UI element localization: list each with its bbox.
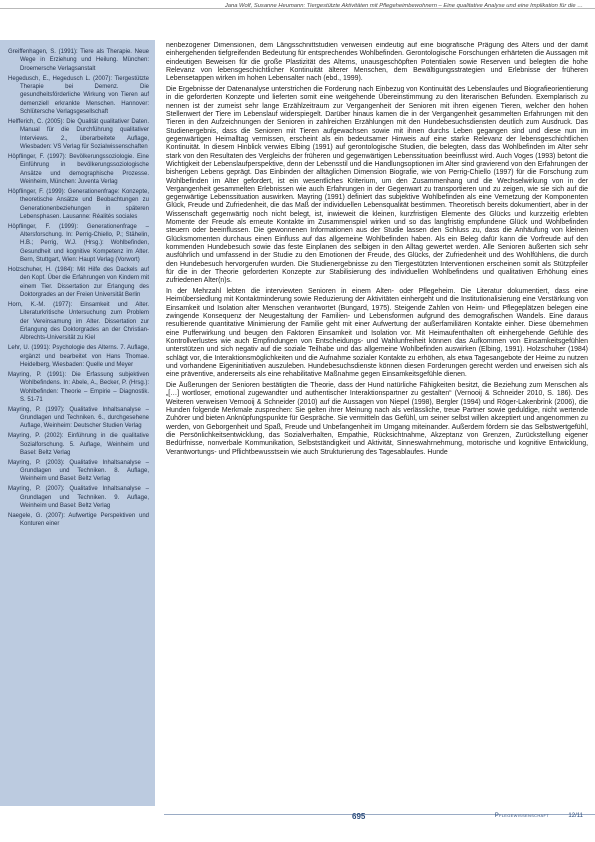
page-footer bbox=[0, 806, 595, 842]
issue-number: 12/11 bbox=[568, 813, 583, 819]
reference-item: Hegedusch, E., Hegedusch L. (2007): Tiergestützte Therapie bei Demenz. Die gesundheitsförderliche Wirkung von Tieren auf demenziell erkrankte Menschen. Hannover: Schlütersche Verlagsgesellschaft bbox=[8, 75, 149, 116]
reference-item: Höpflinger, F. (1999): Generationenfrage – Altersforschung. In: Perrig-Chiello, P.; Stähelin, H.B.; Perrig, W.J. (Hrsg.): Wohlbefinden, Gesundheit und kognitive Kompetenz im Alter. Bern, Stuttgart, Wien: Haupt Verlag (Vorwort) bbox=[8, 223, 149, 264]
reference-item: Mayring, P. (2002): Einführung in die qualitative Sozialforschung. 5. Auflage, Weinheim und Basel: Beltz Verlag bbox=[8, 433, 149, 456]
body-paragraph: Die Ergebnisse der Datenanalyse unterstrichen die Forderung nach Einbezug von Kontinuität des Lebenslaufes und Biografieorientierung in die geforderten Konzepte und lieferten somit eine weitgehende Übereinstimmung zu den literarischen Befunden. Exemplarisch zu nennen ist der zumeist sehr lange Erzählzeitraum zur Vergangenheit der Senioren mit ihren eigenen Tieren, welcher den hohen Stellenwert der Tiere im Lebenslauf widerspiegelt. Darüber hinaus kamen die in der Vergangenheit gesammelten Erfahrungen mit den Tieren in den Aufzeichnungen der Senioren in zahlreichen Erzählungen mit den Hundebesuchsdiensten deutlich zum Ausdruck. Das Studienergebnis, dass die Senioren mit Tieren aufgewachsen sowie mit ihnen durchs Leben gegangen sind und diese nun im gegenwärtigen Heimalltag vermissen, erscheint als ein bedeutsamer Hinweis auf eine starke Relevanz der lebensgeschichtlichen Kontinuität. In diesem Hinblick verwies Elbing (1991) auf gerontologische Studien, die belegten, dass das Wohlbefinden im Alter sehr stark von den Resultaten des Vergleichs der früheren und gegenwärtigen Lebenssituation beeinflusst wird. Auch Voges (1993) betont die Wichtigkeit der Lebenslaufperspektive, denn der Lebensstil und die Handlungsoptionen im Alter sind gravierend von den Erfahrungen der bisherigen Lebens geprägt. Das Einbinden der alltäglichen Dimension Biografie, wie von Perrig-Chiello (1997) für die Forschung zum Wohlbefinden im Alter gefordert, ist ein wesentliches Kriterium, um den Zusammenhang und die Wechselwirkung von in der Vergangenheit gesammelten Erlebnissen wie auch Erfahrungen in der Gegenwart zu transportieren und zu zeigen, wie sie sich auf die gegenwärtige Lebenssituation auswirken. Mayring (1991) definiert das subjektive Wohlbefinden als eine Vernetzung der Komponenten Glück, Freude und Zufriedenheit, die das Maß der individuellen Lebensqualität bestimmen. Theoretisch bereits dokumentiert, aber in der Wissenschaft gegenwärtig noch nicht belegt, ist, inwieweit die kleinen, kurzfristigen Elemente des Glücks und kurzzeitig erlebten Momente der Freude als erneute Kontakte im Zusammenspiel wirken und so das langfristig empfundene Glück und Wohlbefinden steuern oder beeinflussen. Die gewonnenen Informationen aus der Studie lassen den Schluss zu, dass die Anhäufung von kleinen Glücksmomenten durchaus einen Einfluss auf das allgemeine Wohlbefinden haben. Als ein Beleg dafür kann die Vorfreude auf den kommenden Hundebesuch sowie das feste Einplanen des selbigen in den Alltag gewertet werden. Alle Senioren äußerten sich sehr ausführlich und umfassend in der Studie zu den Emotionen der Freude, des Glücks, der Zufriedenheit und des Wohlfühlens, die durch den Hundebesuch hervorgerufen wurden. Die Studienergebnisse zu den Tiergestützten Interventionen erscheinen somit als Stützpfeiler für die in der Theorie geforderten Konzepte zur Stabilisierung des individuellen Wohlbefindens und qualitativen Erhöhung eines zufriedenen Alter(n)s. bbox=[166, 86, 588, 285]
reference-item: Mayring, P. (2007): Qualitative Inhaltsanalyse – Grundlagen und Techniken. 9. Auflage, Weinheim und Basel: Beltz Verlag bbox=[8, 486, 149, 509]
page-header bbox=[0, 0, 595, 40]
reference-item: Höpflinger, F. (1997): Bevölkerungssoziologie. Eine Einführung in bevölkerungssoziologische Ansätze und demographische Prozesse. Weinheim, München: Juventa Verlag bbox=[8, 153, 149, 185]
reference-item: Naegele, G. (2007): Aufwertige Perspektiven und Konturen einer bbox=[8, 512, 149, 528]
page-number: 695 bbox=[352, 812, 366, 821]
body-paragraph: In der Mehrzahl lebten die interviewten Senioren in einem Alten- oder Pflegeheim. Die Literatur dokumentiert, dass eine Heimübersiedlung mit Kontaktminderung sowie Reduzierung der Aktivitäten einhergeht und die Institutionalisierung eine Verstärkung von Einsamkeit und Isolation alter Menschen verantwortet (Bungard, 1975). Steigende Zahlen von Heim- und Pflegeplätzen belegen eine zwingende Konsequenz der Neugestaltung der Familien- und Lebensformen aufgrund des demografischen Wandels. Eine daraus resultierende quantitative Minimierung der Familie geht mit einer Aufwertung der außerfamiliären Kontakte einher. Diese übernehmen eine Pufferwirkung und beugen den Faktoren Einsamkeit und Isolation vor. Mit Heimaufenthalten oft einhergehende Gefühle des Kontrollverlustes wie auch Empfindungen von Entscheidungs- und Wahlunfreiheit können das Aufkommen von Einsamkeitsgefühlen unterstützen und sich negativ auf die soziale Teilhabe und das allgemeine Wohlbefinden auswirken (Elbing, 1991). Holzschuher (1984) schlägt vor, die Interaktionsmöglichkeiten und die Aufnahme sozialer Kontakte zu erhöhen, als etwa Tagesangebote der Heime zu nutzen und vorhandene Eigeninitiativen auszuleben. Hundebesuchsdienste können diesen Forderungen gerecht werden und erweisen sich als eine präventive, andererseits als eine rehabilitative Maßnahme gegen Einsamkeitsgefühle dienen. bbox=[166, 288, 588, 379]
body-paragraph: nenbezogener Dimensionen, dem Längsschnittstudien verweisen eindeutig auf eine biografische Prägung des Alters und der damit einhergehenden tiefgreifenden Bedeutung für entsprechendes Wohlbefinden. Gerontologische Forschungen erhärteten die Aussagen mit eindeutigen Beweisen für die große Plastizität des Alterns, unausgeschöpften Potentialen sowie Reserven und belegten die hohe Relevanz von lebensgeschichtlicher Kontinuität älterer Menschen, dem Bewältigungsstrategien und Erlebnisse der früheren Lebensetappen wirken im hohen Lebensalter nach (ebd., 1999). bbox=[166, 42, 588, 83]
header-rule bbox=[0, 8, 595, 19]
reference-item: Holzschuher, H. (1984): Mit Hilfe des Dackels auf den Kopf. Über die Erfahrungen von Kindern mit einem Tier. Dissertation zur Erlangung des Doktorgrades an der Freien Universität Berlin bbox=[8, 266, 149, 299]
reference-item: Mayring, P. (1991): Die Erfassung subjektiven Wohlbefindens. In: Abele, A., Becker, P. (Hrsg.): Wohlbefinden: Theorie – Empirie – Diagnostik. S. 51-71 bbox=[8, 371, 149, 403]
body-paragraph: Die Äußerungen der Senioren bestätigten die Theorie, dass der Hund natürliche Fähigkeiten besitzt, die Beziehung zum Menschen als „[…] wortloser, emotional zugewandter und authentischer Interaktionspartner zu gestalten“ (Vernooij & Schneider 2010, S. 186). Des Weiteren verweisen Vernooij & Schneider (2010) auf die Aussagen von Niepel (1998), Bergler (1994) und Röger-Lakenbrink (2006), die Hunden folgende Merkmale zusprechen: Sie gelten ihrer Meinung nach als verlässliche, treue Partner sowie geduldige, nicht wertende Zuhörer und bieten Anknüpfungspunkte für Gespräche. Sie vermitteln das Gefühl, um seiner selbst willen akzeptiert und angenommen zu werden, von Geborgenheit und Spaß, Freude und Unbefangenheit im Umgang miteinander. Außerdem fördern sie das Selbstwertgefühl, die Persönlichkeitsentwicklung, das Sozialverhalten, Empathie, Rücksichtnahme, Akzeptanz von Grenzen, Zurückstellung eigener Bedürfnisse, nonverbale Kommunikation, Selbstständigkeit und Aktivität, Sinneswahrnehmung, motorische und kognitive Entwicklung, Verantwortungs- und Pflichtbewusstsein wie auch Strukturierung des Tagesablaufes. Hunde bbox=[166, 382, 588, 456]
journal-name: Pflegewissenschaft bbox=[494, 813, 549, 819]
reference-item: Helfferich, C. (2005): Die Qualität qualitativer Daten. Manual für die Durchführung qualitativer Interviews. 2., überarbeitete Auflage, Wiesbaden: VS Verlag für Sozialwissenschaften bbox=[8, 118, 149, 151]
article-body bbox=[166, 42, 588, 806]
reference-item: Höpflinger, F. (1999): Generationenfrage: Konzepte, theoretische Ansätze und Beobachtungen zu Generationenbeziehungen in späteren Lebensphasen. Lausanne: Réalités sociales bbox=[8, 188, 149, 220]
reference-item: Greiffenhagen, S. (1991): Tiere als Therapie. Neue Wege in Erziehung und Heilung. München: Droemersche Verlagsanstalt bbox=[8, 49, 149, 72]
reference-item: Lehr, U. (1991): Psychologie des Alterns. 7. Auflage, ergänzt und bearbeitet von Hans Thomae. Heidelberg, Wiesbaden: Quelle und Meyer bbox=[8, 345, 149, 368]
reference-item: Horn, K.-M. (1977): Einsamkeit und Alter. Literaturkritische Untersuchung zum Problem der Vereinsamung im Alter. Dissertation zur Erlangung des Doktorgrades an der Christian-Albrechts-Universität zu Kiel bbox=[8, 301, 149, 342]
reference-item: Mayring, P. (1997): Qualitative Inhaltsanalyse – Grundlagen und Techniken. 6., durchgesehene Auflage, Weinheim: Deutscher Studien Verlag bbox=[8, 406, 149, 430]
running-head: Jana Wolf, Susanne Heumann: Tiergestützte Aktivitäten mit Pflegeheimbewohnern – Eine qualitative Analyse und eine Implikation für die … bbox=[224, 3, 583, 9]
reference-item: Mayring, P. (2003): Qualitative Inhaltsanalyse – Grundlagen und Techniken. 8. Auflage, Weinheim und Basel: Beltz Verlag bbox=[8, 459, 149, 483]
references-sidebar bbox=[0, 40, 155, 806]
